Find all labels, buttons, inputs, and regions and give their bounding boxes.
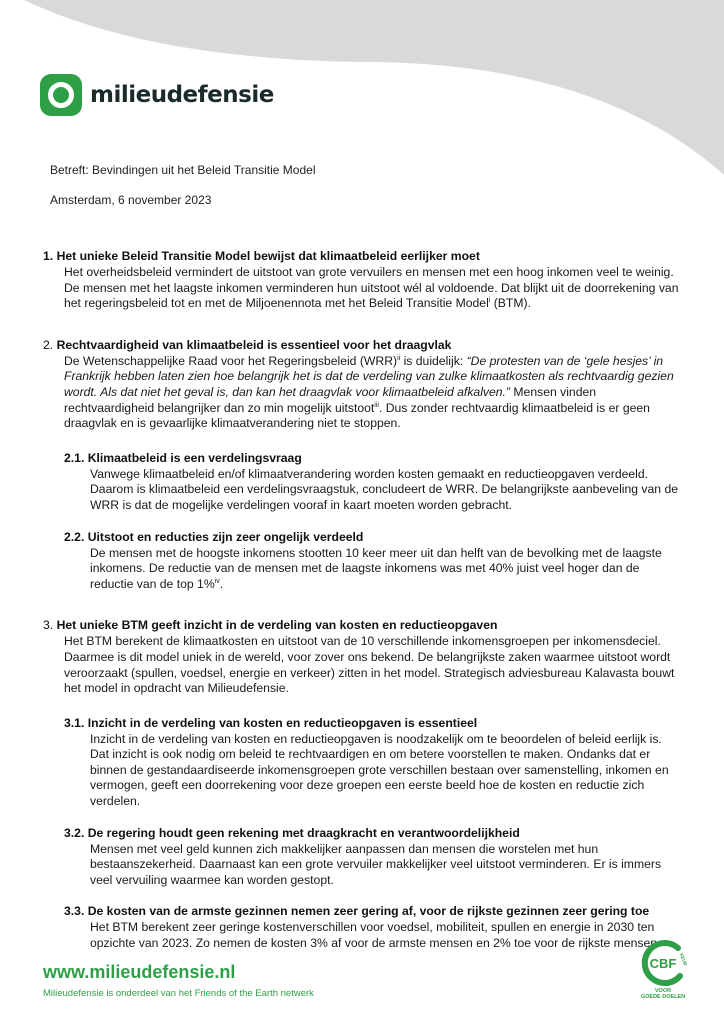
subsection-heading: 2.2. Uitstoot en reducties zijn zeer ongelijk verdeeld: [64, 529, 364, 544]
letter-place-date: Amsterdam, 6 november 2023: [50, 193, 212, 207]
subsection-paragraph: Het BTM berekent zeer geringe kostenverschillen voor voedsel, mobiliteit, spullen en energie in 2030 ten opzichte van 2023. Zo nemen de kosten 3% af voor de armste mensen en 2% toe voor de rijkste mensen.: [90, 920, 661, 951]
logo-mark-icon: [40, 74, 82, 116]
network-note: Milieudefensie is onderdeel van het Friends of the Earth netwerk: [43, 988, 314, 999]
subsection-paragraph: Mensen met veel geld kunnen zich makkelijker aanpassen dan mensen die worstelen met hun bestaanszekerheid. Daarnaast kan een grote vervuiler makkelijker veel uitstoot verminderen. Er is immers veel vervuiling waarmee kan worden gestopt.: [90, 841, 662, 887]
section-1: [43, 249, 683, 312]
footnote-ref[interactable]: iii: [374, 401, 379, 409]
subsection-3-1: [64, 716, 683, 810]
subsection-2-2: [64, 530, 683, 593]
cbf-caption-1: VOOR: [654, 988, 672, 994]
subsection-3-3: [64, 904, 683, 951]
section-heading: 1. Het unieke Beleid Transitie Model bewijst dat klimaatbeleid eerlijker moet: [43, 249, 480, 263]
section-paragraph: Het overheidsbeleid vermindert de uitstoot van grote vervuilers en mensen met een hoog inkomen veel te weinig. De mensen met het laagste inkomen verminderen hun uitstoot wél al voldoende. Dat blijkt uit de doorrekening van het regeringsbeleid tot en met de Miljoenennota met het Beleid Transitie Model$^i$ (BTM).: [64, 265, 679, 311]
subsection-paragraph: Inzicht in de verdeling van kosten en reductieopgaven is noodzakelijk om te beoordelen of beleid eerlijk is. Dat inzicht is ook nodig om beleid te rechtvaardigen en om betere voorstellen te maken. Ondanks dat er binnen de gestandaardiseerde inkomensgroepen grote verschillen bestaan over samenstelling, inkomen en vermogen, geeft een doorrekening voor deze groepen een eerste beeld hoe de kosten en reductie zich verdelen.: [90, 731, 669, 809]
brand-name: milieudefensie: [90, 82, 274, 108]
brand-logo: [40, 74, 274, 116]
section-heading: 3. Het unieke BTM geeft inzicht in de verdeling van kosten en reductieopgaven: [43, 618, 498, 633]
subsection-heading: 3.1. Inzicht in de verdeling van kosten en reductieopgaven is essentieel: [64, 715, 478, 730]
footnote-ref[interactable]: ii: [397, 354, 401, 362]
cbf-caption-2: GOEDE DOELEN: [640, 994, 686, 1000]
section-heading: 2. Rechtvaardigheid van klimaatbeleid is essentieel voor het draagvlak: [43, 337, 452, 352]
section-paragraph: Het BTM berekent de klimaatkosten en uitstoot van de 10 verschillende inkomensgroepen per inkomensdeciel. Daarmee is dit model uniek in de wereld, voor zover ons bekend. De belangrijkste zaken waarmee uitstoot wordt veroorzaakt (spullen, voedsel, energie en verkeer) zitten in het model. Strategisch adviesbureau Kalavasta bouwt het model in opdracht van Milieudefensie.: [64, 634, 675, 696]
subsection-heading: 2.1. Klimaatbeleid is een verdelingsvraag: [64, 450, 302, 465]
wrr-quote: “De protesten van de ‘gele hesjes’ in Frankrijk hebben laten zien hoe belangrijk het is dat de verdeling van zulke klimaatkosten als rechtvaardig gezien wordt. Als dat niet het geval is, dan kan het draagvlak voor klimaatbeleid afkalven.”: [64, 353, 674, 399]
subsection-2-1: [64, 451, 683, 514]
footnote-ref[interactable]: i: [488, 297, 491, 305]
section-2: [43, 338, 683, 593]
cbf-seal: [638, 938, 688, 1006]
section-3: [43, 618, 683, 951]
subsection-3-2: [64, 826, 683, 889]
subsection-heading: 3.2. De regering houdt geen rekening met draagkracht en verantwoordelijkheid: [64, 825, 520, 840]
subsection-heading: 3.3. De kosten van de armste gezinnen nemen zeer gering af, voor de rijkste gezinnen zeer gering toe: [64, 904, 650, 919]
cbf-seal-label: CBF: [649, 956, 677, 971]
section-paragraph: De Wetenschappelijke Raad voor het Regeringsbeleid (WRR)$^{ii}$ is duidelijk: “De protesten van de ‘gele hesjes’ in Frankrijk hebben laten zien hoe belangrijk het is dat de verdeling van zulke klimaatkosten als rechtvaardig gezien wordt. Als dat niet het geval is, dan kan het draagvlak voor klimaatbeleid afkalven.” Mensen vinden rechtvaardigheid belangrijker dan zo min mogelijk uitstoot$^{iii}$. Dus zonder rechtvaardig klimaatbeleid is er geen draagvlak en is gevaarlijke klimaatverandering niet te stoppen.: [64, 353, 674, 431]
letter-body: [43, 249, 683, 978]
cbf-seal-ring-text: KEUR: [678, 952, 688, 967]
subsection-paragraph: Vanwege klimaatbeleid en/of klimaatverandering worden kosten gemaakt en reductieopgaven verdeeld. Daarom is klimaatbeleid een verdelingsvraagstuk, concludeert de WRR. De belangrijkste aanbeveling van de WRR is dat de mogelijke verdelingen vooraf in kaart moeten worden gebracht.: [90, 466, 679, 512]
website-link[interactable]: www.milieudefensie.nl: [43, 962, 236, 982]
subsection-paragraph: De mensen met de hoogste inkomens stootten 10 keer meer uit dan helft van de bevolking met de laagste inkomens. De reductie van de mensen met de laagste inkomens was met 40% juist veel hoger dan de reductie van de top 1%$^{iv}$.: [90, 545, 662, 591]
letter-subject: Betreft: Bevindingen uit het Beleid Transitie Model: [50, 163, 316, 177]
cbf-seal-icon: [638, 938, 688, 988]
footnote-ref[interactable]: iv: [214, 577, 220, 585]
